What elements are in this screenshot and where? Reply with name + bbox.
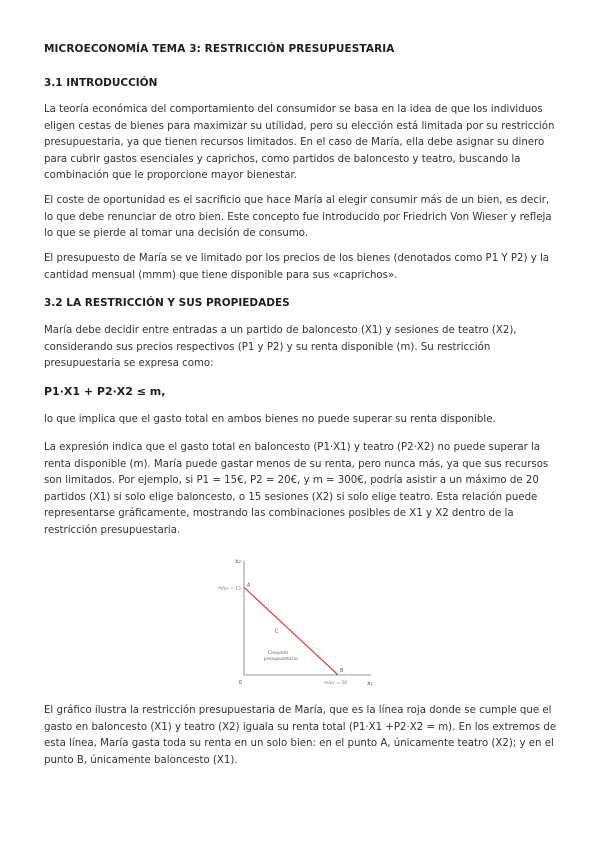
point-c-label: C [274,628,279,635]
paragraph-graph-caption: El gráfico ilustra la restricción presupuestaria de María, que es la línea roja donde se cumple que el gasto en baloncesto (X1) y teatro (X2) iguala su renta total (P1·X1 +P2·X2 = m). En los extremos de esta línea, María gasta toda su renta en un solo bien: en el punto A, únicamente teatro (X2); y en el punto B, únicamente baloncesto (X1). [44,705,557,766]
point-b-label: B [340,668,344,674]
region-label-line1: Conjunto [267,650,289,656]
paragraph-intro-1: La teoría económica del comportamiento del consumidor se basa en la idea de que los individuos eligen cestas de bienes para maximizar su utilidad, pero su elección está limitada por su restricción presupuestaria, ya que tienen recursos limitados. En el caso de María, ella debe asignar su dinero para cubrir gastos esenciales y caprichos, como partidos de baloncesto y teatro, buscando la combinación que le proporcione mayor bienestar. [44,104,555,181]
section-heading-intro: 3.1 INTRODUCCIÓN [44,77,158,89]
paragraph-after-formula: lo que implica que el gasto total en ambos bienes no puede superar su renta disponible. [44,414,496,425]
y-tick-label: m/p₂ = 15 [218,586,241,592]
paragraph-explanation: La expresión indica que el gasto total en baloncesto (P1·X1) y teatro (P2·X2) no puede superar la renta disponible (m). María puede gastar menos de su renta, pero nunca más, ya que sus recursos son limitados. Por ejemplo, si P1 = 15€, P2 = 20€, y m = 300€, podría asistir a un máximo de 20 partidos (X1) si solo elige baloncesto, o 15 sesiones (X2) si solo elige teatro. Esta relación puede representarse gráficamente, mostrando las combinaciones posibles de X1 y X2 dentro de la restricción presupuestaria. [44,442,549,536]
budget-formula: P1·X1 + P2·X2 ≤ m, [44,385,166,398]
paragraph-intro-3: El presupuesto de María se ve limitado por los precios de los bienes (denotados como P1 Y P2) y la cantidad mensual (mmm) que tiene disponible para sus «caprichos». [44,253,550,281]
origin-label: 0 [238,680,242,686]
point-a-label: A [247,582,251,589]
paragraph-restriction-intro: María debe decidir entre entradas a un partido de baloncesto (X1) y sesiones de teatro (X2), considerando sus precios respectivos (P1 y P2) y su renta disponible (m). Su restricción presupuestaria se expresa como: [44,325,517,369]
section-heading-restriction: 3.2 LA RESTRICCIÓN Y SUS PROPIEDADES [44,297,290,309]
x-axis-label: x₁ [367,680,373,687]
x-tick-label: m/p₁ = 20 [324,681,347,686]
y-axis-label: x₂ [235,558,241,565]
paragraph-intro-2: El coste de oportunidad es el sacrificio que hace María al elegir consumir más de un bien, es decir, lo que debe renunciar de otro bien. Este concepto fue introducido por Friedrich Von Wieser y refleja lo que se pierde al tomar una decisión de consumo. [44,195,552,239]
region-label-line2: presupuestario [263,656,298,662]
budget-constraint-chart [200,553,373,688]
document-title: MICROECONOMÍA TEMA 3: RESTRICCIÓN PRESUPUESTARIA [44,43,395,55]
